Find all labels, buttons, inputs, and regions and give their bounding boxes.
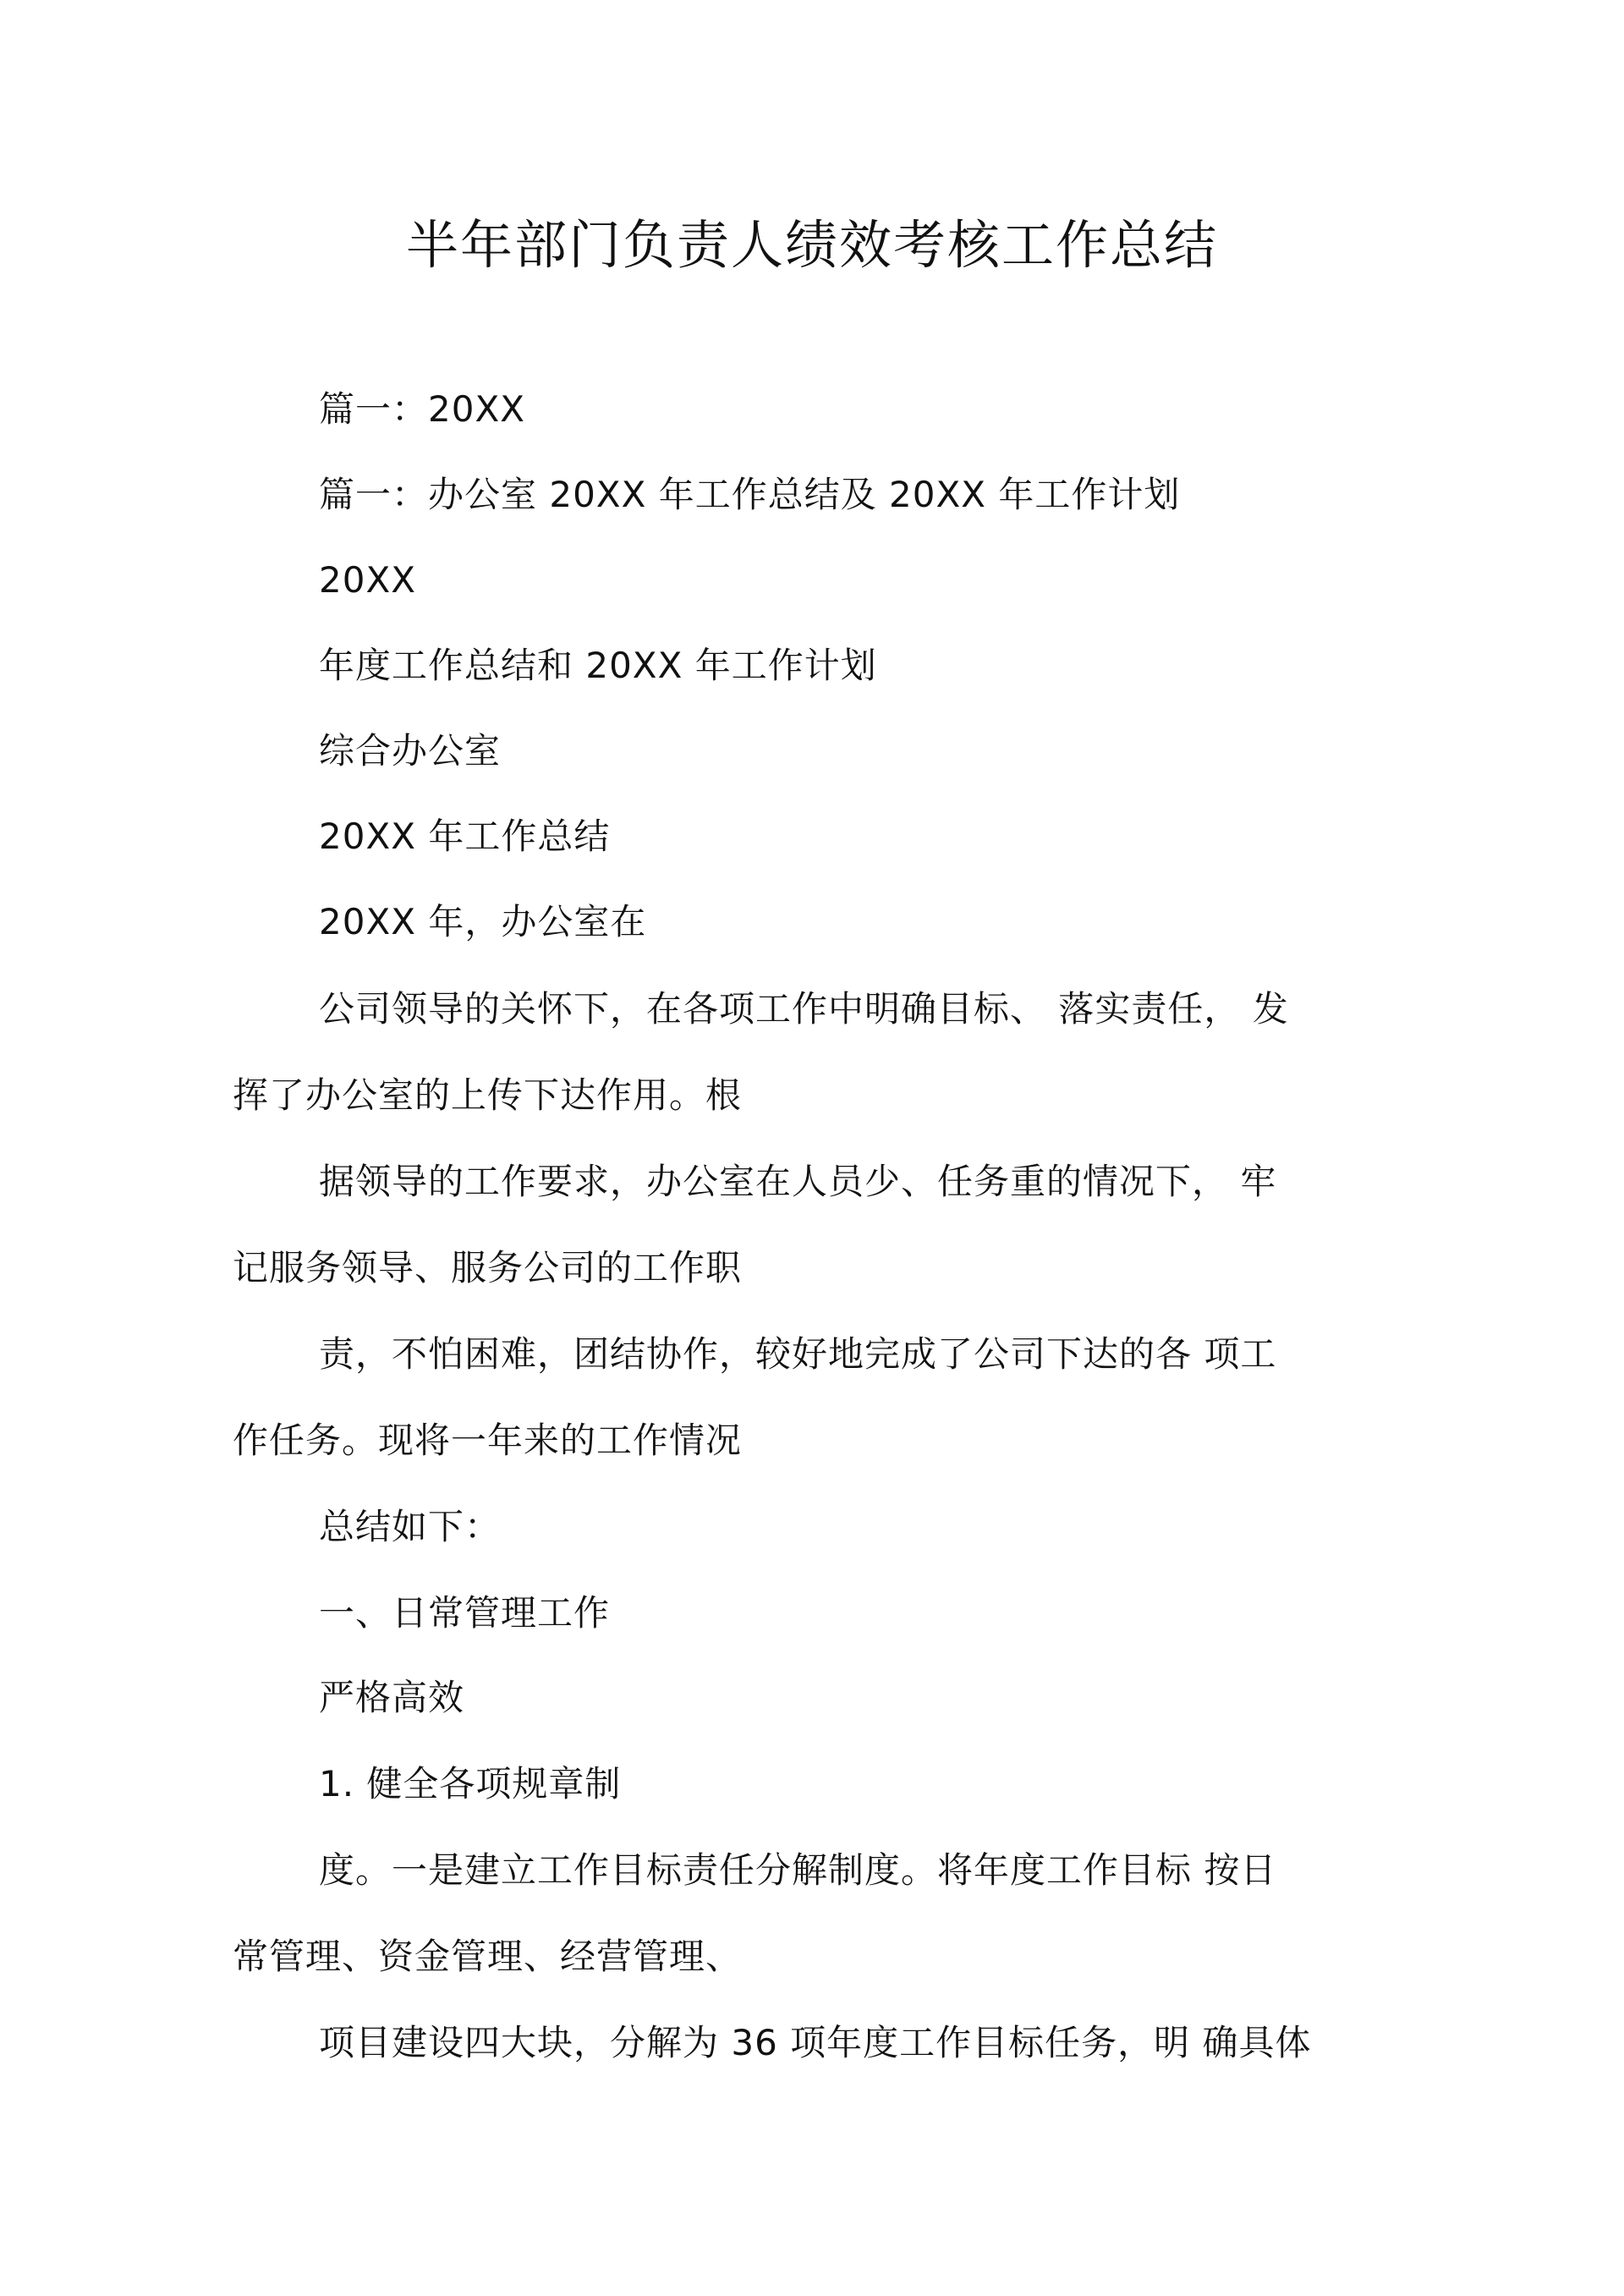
text-line: 综合办公室 — [319, 730, 502, 772]
text-line: 篇一：办公室 20XX 年工作总结及 20XX 年工作计划 — [319, 474, 1181, 515]
text-line: 篇一：20XX — [319, 388, 525, 430]
text-line: 度。一是建立工作目标责任分解制度。将年度工作目标 按日 — [319, 1849, 1277, 1891]
text-line: 记服务领导、服务公司的工作职 — [233, 1247, 743, 1288]
text-line: 常管理、资金管理、经营管理、 — [233, 1936, 743, 1977]
text-line: 20XX 年，办公室在 — [319, 901, 647, 942]
text-line: 挥了办公室的上传下达作用。根 — [233, 1074, 743, 1116]
text-line: 严格高效 — [319, 1677, 465, 1718]
text-line: 年度工作总结和 20XX 年工作计划 — [319, 645, 877, 686]
text-line: 一、日常管理工作 — [319, 1592, 611, 1634]
text-line: 公司领导的关怀下，在各项工作中明确目标、 落实责任， 发 — [319, 988, 1289, 1030]
text-line: 20XX — [319, 559, 416, 601]
text-line: 项目建设四大块，分解为 36 项年度工作目标任务，明 确具体 — [319, 2022, 1312, 2063]
text-line: 作任务。现将一年来的工作情况 — [233, 1420, 743, 1461]
document-title: 半年部门负责人绩效考核工作总结 — [405, 214, 1218, 276]
text-line: 责，不怕困难，团结协作，较好地完成了公司下达的各 项工 — [319, 1333, 1277, 1375]
text-line: 20XX 年工作总结 — [319, 816, 611, 857]
text-line: 1. 健全各项规章制 — [319, 1763, 622, 1804]
text-line: 总结如下： — [319, 1506, 502, 1547]
text-line: 据领导的工作要求，办公室在人员少、任务重的情况下， 牢 — [319, 1161, 1277, 1202]
